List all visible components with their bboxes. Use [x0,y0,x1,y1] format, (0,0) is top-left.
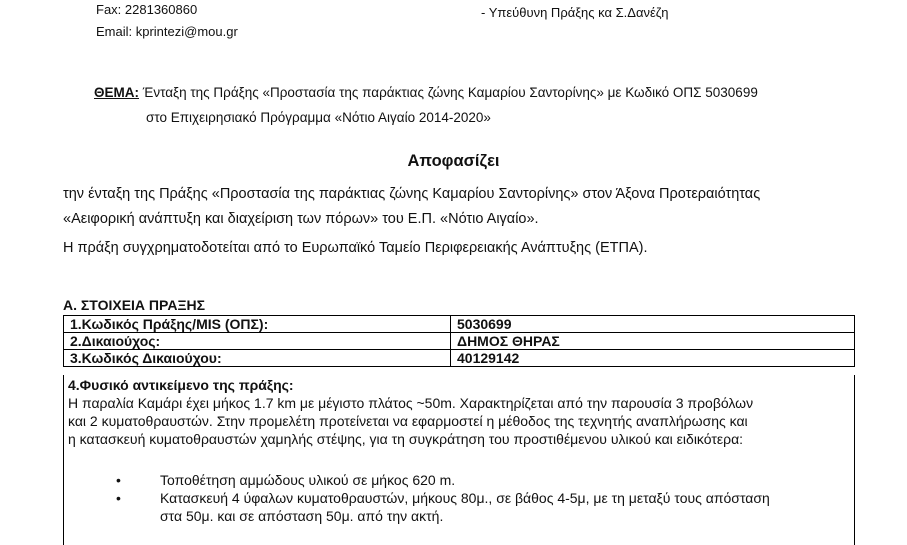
description-line: η κατασκευή κυματοθραυστών χαμηλής στέψης, για τη συγκράτηση του προστιθέμενου υλικού και ειδικότερα: [68,431,744,447]
responsible-person: - Υπεύθυνη Πράξης κα Σ.Δανέζη [481,5,669,20]
bullet-item: Τοποθέτηση αμμώδους υλικού σε μήκος 620 m. [160,472,456,488]
decision-line-2: «Αειφορική ανάπτυξη και διαχείριση των πόρων» του Ε.Π. «Νότιο Αιγαίο». [63,211,539,227]
subject-label: ΘΕΜΑ: [94,85,139,100]
row-value: 40129142 [451,350,855,367]
description-title: 4.Φυσικό αντικείμενο της πράξης: [68,377,294,393]
bullet-icon: • [116,490,121,506]
bullet-item: Κατασκευή 4 ύφαλων κυματοθραυστών, μήκους 80μ., σε βάθος 4-5μ, με τη μεταξύ τους απόσταση [160,490,770,506]
row-label: 1.Κωδικός Πράξης/MIS (ΟΠΣ): [64,316,451,333]
decision-line-3: Η πράξη συγχρηματοδοτείται από το Ευρωπαϊκό Ταμείο Περιφερειακής Ανάπτυξης (ΕΤΠΑ). [63,240,648,256]
description-line: και 2 κυματοθραυστών. Στην προμελέτη προτείνεται να εφαρμοστεί η μέθοδος της τεχνητής αναπλήρωσης και [68,413,748,429]
subject-line-1 [94,85,758,100]
bullet-icon: • [116,472,121,488]
table-row [64,350,855,367]
decision-title: Αποφασίζει [407,152,500,170]
description-line: Η παραλία Καμάρι έχει μήκος 1.7 km με μέγιστο πλάτος ~50m. Χαρακτηρίζεται από την παρουσία 3 προβόλων [68,395,754,411]
table-row [64,333,855,350]
decision-line-1: την ένταξη της Πράξης «Προστασία της παράκτιας ζώνης Καμαρίου Σαντορίνης» στον Άξονα Προτεραιότητας [63,186,761,202]
row-label: 2.Δικαιούχος: [64,333,451,350]
fax-number: Fax: 2281360860 [96,2,198,17]
row-value: 5030699 [451,316,855,333]
project-data-table [63,315,855,367]
email-address: Email: kprintezi@mou.gr [96,24,238,39]
subject-line-2: στο Επιχειρησιακό Πρόγραμμα «Νότιο Αιγαίο 2014-2020» [146,110,491,125]
bullet-item-continuation: στα 50μ. και σε απόσταση 50μ. από την ακτή. [160,508,444,524]
subject-text: Ένταξη της Πράξης «Προστασία της παράκτιας ζώνης Καμαρίου Σαντορίνης» με Κωδικό ΟΠΣ 5030699 [139,85,758,100]
row-value: ΔΗΜΟΣ ΘΗΡΑΣ [451,333,855,350]
table-row [64,316,855,333]
section-title: Α. ΣΤΟΙΧΕΙΑ ΠΡΑΞΗΣ [63,297,205,313]
row-label: 3.Κωδικός Δικαιούχου: [64,350,451,367]
